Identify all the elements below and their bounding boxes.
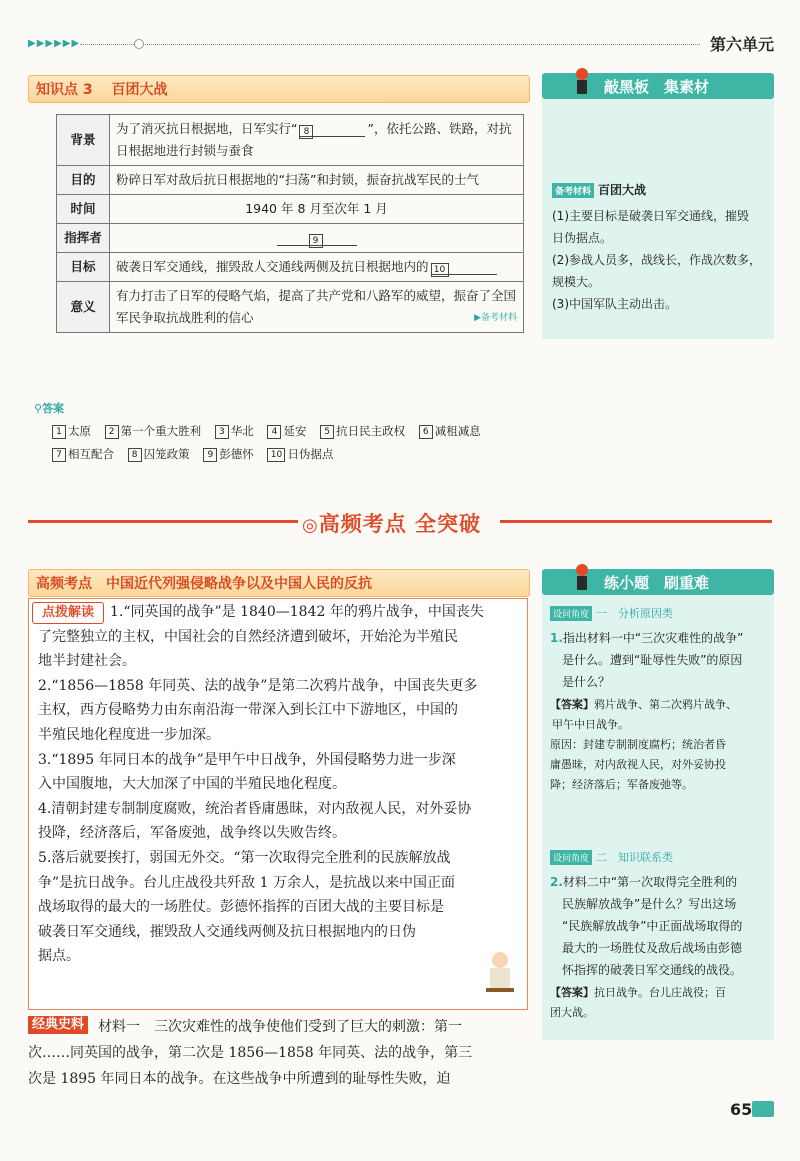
row-text: 有力打击了日军的侵略气焰，提高了共产党和八路军的威望，振奋了全国军民争取抗战胜利的信心 <box>116 288 517 325</box>
answer-item: 6 减租减息 <box>419 424 481 438</box>
row-text: 破袭日军交通线，摧毁敌人交通线两侧及抗日根据地内的 <box>116 259 429 274</box>
row-content: 粉碎日军对敌后抗日根据地的“扫荡”和封锁，振奋抗战军民的士气 <box>110 166 524 195</box>
row-content <box>110 115 524 166</box>
key-icon: ⚲ <box>34 402 43 415</box>
panel1-title: 敲黑板 集素材 <box>604 78 710 96</box>
blank-number: 9 <box>309 234 323 248</box>
section-divider-right <box>500 520 772 523</box>
unit-title: 第六单元 <box>710 35 775 54</box>
row-text: 为了消灭抗日根据地，日军实行“ <box>116 121 298 136</box>
answer-item: 8 囚笼政策 <box>128 447 190 461</box>
header-divider <box>80 44 700 45</box>
table-row <box>57 224 524 253</box>
question-1: 1.指出材料一中“三次灾难性的战争” 是什么。遭到“耻辱性失败”的原因 是什么？ 【答案】鸦片战争、第二次鸦片战争、 甲午中日战争。 原因：封建专制制度腐朽；统治者昏 庸愚昧，对内敌视人民，对外妥协投 降；经济落后；军备废弛等。 <box>550 631 744 791</box>
header-dot <box>134 39 144 49</box>
source-label: 经典史料 <box>28 1016 88 1034</box>
kp-label: 知识点 3 <box>36 82 93 98</box>
table-row <box>57 115 524 166</box>
panel1-body <box>542 99 774 339</box>
row-content <box>110 282 524 333</box>
explanation-tag: 点拨解读 <box>32 602 104 624</box>
row-label: 目的 <box>57 166 110 195</box>
swirl-icon: ◎ <box>302 515 319 536</box>
student-icon <box>572 67 592 97</box>
panel1-text: (1)主要目标是破袭日军交通线，摧毁 日伪据点。 (2)参战人员多，战线长，作战次数多， 规模大。 (3)中国军队主动出击。 <box>552 209 761 311</box>
panel2-body <box>542 595 774 1040</box>
answer-item: 1 太原 <box>52 424 91 438</box>
panel1-subtitle-line: 备考材料 百团大战 <box>552 181 646 198</box>
panel2-title: 练小题 刷重难 <box>604 574 710 592</box>
material-tag: 备考材料 <box>552 183 594 198</box>
row-label: 背景 <box>57 115 110 166</box>
answer-item: 10 日伪据点 <box>267 447 333 461</box>
reader-illustration <box>480 950 520 1004</box>
angle2: 设问角度 二 知识联系类 <box>550 849 673 865</box>
page-number: 65 <box>730 1100 753 1119</box>
answer-item: 2 第一个重大胜利 <box>105 424 202 438</box>
answers-row-2 <box>52 446 343 462</box>
answer-item: 5 抗日民主政权 <box>320 424 405 438</box>
blank-number: 8 <box>299 125 313 139</box>
answer-item: 3 华北 <box>215 424 254 438</box>
table-row <box>57 282 524 333</box>
row-label: 时间 <box>57 195 110 224</box>
panel1-header <box>542 73 774 99</box>
student-icon <box>572 563 592 593</box>
row-content <box>110 224 524 253</box>
row-label: 目标 <box>57 253 110 282</box>
angle-tag: 设问角度 <box>550 850 592 865</box>
table-row <box>57 166 524 195</box>
fill-blank[interactable] <box>431 258 497 275</box>
row-content <box>110 253 524 282</box>
section-title: ◎高频考点 全突破 <box>302 512 482 536</box>
question-2: 2.材料二中“第一次取得完全胜利的 民族解放战争”是什么？写出这场 “民族解放战争”中正面战场取得的 最大的一场胜仗及敌后战场由彭德 怀指挥的破袭日军交通线的战役。 【答案】抗日战争。台儿庄战役；百 团大战。 <box>550 875 743 1019</box>
angle-tag: 设问角度 <box>550 606 592 621</box>
row-content: 1940 年 8 月至次年 1 月 <box>110 195 524 224</box>
source-tag: ▶备考材料 <box>474 313 517 323</box>
source-text: 材料一 三次灾难性的战争使他们受到了巨大的刺激：第一 次……同英国的战争，第二次是 1856—1858 年同英、法的战争，第三 次是 1895 年同日本的战争。在这些战争中所遭到的耻辱性失败，迫 <box>28 1019 473 1087</box>
section-divider-left <box>28 520 298 523</box>
angle1: 设问角度 一 分析原因类 <box>550 605 673 621</box>
page-book-icon <box>752 1101 774 1117</box>
table-row <box>57 195 524 224</box>
fill-blank[interactable] <box>277 229 357 246</box>
answer-item: 9 彭德怀 <box>203 447 254 461</box>
row-text: ”，依托公路、铁路，对抗日根据地进行封锁与蚕食 <box>116 121 512 158</box>
knowledge-table <box>56 114 524 333</box>
fill-blank[interactable] <box>299 120 365 137</box>
kp-topic: 百团大战 <box>111 82 168 98</box>
hf-title: 高频考点 中国近代列强侵略战争以及中国人民的反抗 <box>36 576 372 592</box>
answers-row-1 <box>52 423 491 439</box>
table-row <box>57 253 524 282</box>
panel2-header <box>542 569 774 595</box>
answer-label: ⚲答案 <box>34 402 65 415</box>
answer-item: 4 延安 <box>267 424 306 438</box>
header-arrows: ▶▶▶▶▶▶ <box>28 38 81 49</box>
row-label: 意义 <box>57 282 110 333</box>
blank-number: 10 <box>431 263 449 277</box>
answer-item: 7 相互配合 <box>52 447 114 461</box>
hf-text: 1.“同英国的战争”是 1840—1842 年的鸦片战争，中国丧失 了完整独立的主权，中国社会的自然经济遭到破坏，开始沦为半殖民 地半封建社会。 2.“1856—1858 年同英、法的战争”是第二次鸦片战争，中国丧失更多 主权，西方侵略势力由东南沿海一带深入到长江中下游地区，中国的 半殖民地化程度进一步加深。 3.“1895 年同日本的战争”是甲午中日战争，外国侵略势力进一步深 入中国腹地，大大加深了中国的半殖民地化程度。 4.清朝封建专制制度腐败，统治者昏庸愚昧，对内敌视人民，对外妥协 投降，经济落后，军备废弛，战争终以失败告终。 5.落后就要挨打，弱国无外交。“第一次取得完全胜利的民族解放战 争”是抗日战争。台儿庄战役共歼敌 1 万余人，是抗战以来中国正面 战场取得的最大的一场胜仗。彭德怀指挥的百团大战的主要目标是 破袭日军交通线，摧毁敌人交通线两侧及抗日根据地内的日伪 据点。 <box>38 604 484 965</box>
row-label: 指挥者 <box>57 224 110 253</box>
knowledge-point-title <box>36 79 168 99</box>
